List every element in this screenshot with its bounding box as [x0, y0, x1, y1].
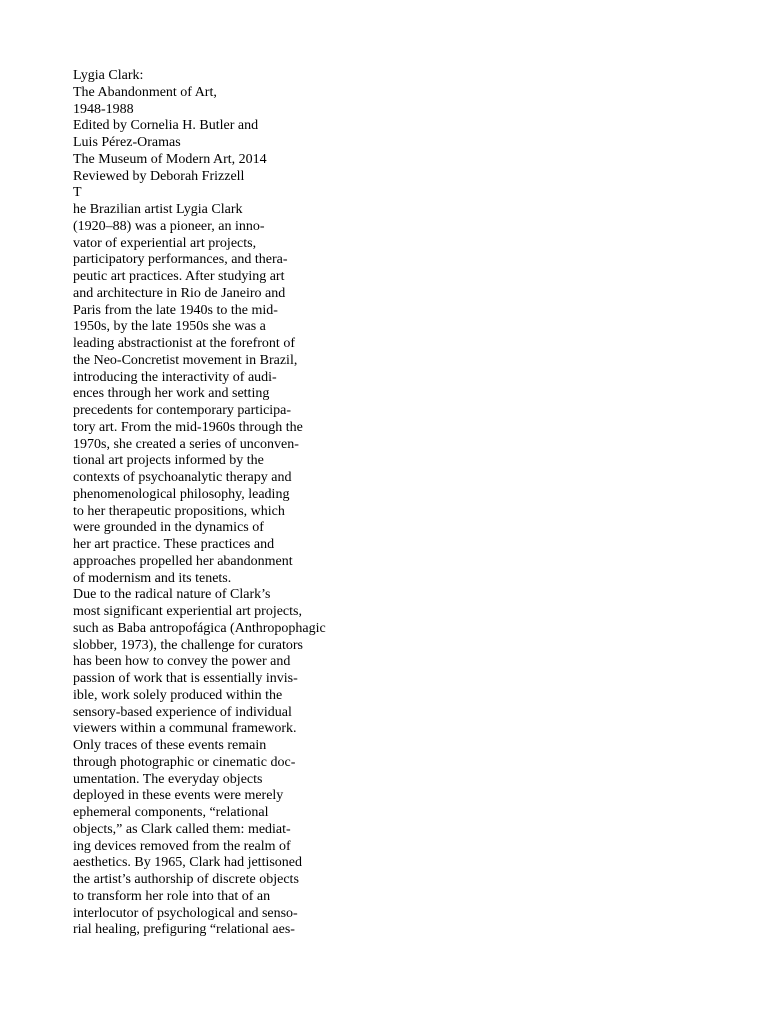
body-line: Due to the radical nature of Clark’s — [73, 587, 271, 603]
body-line: slobber, 1973), the challenge for curators — [73, 637, 303, 653]
body-line: tory art. From the mid-1960s through the — [73, 419, 303, 435]
drop-cap: T — [73, 185, 82, 201]
body-line: aesthetics. By 1965, Clark had jettisoned — [73, 855, 303, 871]
body-line: most significant experiential art projects, — [73, 604, 302, 619]
body-line: 1970s, she created a series of unconven- — [73, 436, 299, 452]
body-line: umentation. The everyday objects — [73, 771, 263, 787]
body-line: has been how to convey the power and — [73, 654, 291, 670]
body-line: phenomenological philosophy, leading — [73, 486, 290, 502]
editors-line: Edited by Cornelia H. Butler and — [73, 118, 259, 134]
body-line: the artist’s authorship of discrete objects — [73, 872, 299, 887]
body-line: ephemeral components, “relational — [73, 805, 269, 820]
body-line: such as Baba antropofágica (Anthropophagic — [73, 620, 326, 636]
body-line: ible, work solely produced within the — [73, 687, 283, 703]
body-line: her art practice. These practices and — [73, 537, 275, 552]
document-page — [73, 68, 673, 939]
book-dates-line: 1948-1988 — [73, 101, 134, 117]
body-line: interlocutor of psychological and senso- — [73, 905, 298, 921]
body-line: the Neo-Concretist movement in Brazil, — [73, 352, 298, 368]
body-line: leading abstractionist at the forefront of — [73, 336, 295, 351]
body-line: he Brazilian artist Lygia Clark — [73, 202, 243, 217]
body-line: approaches propelled her abandonment — [73, 553, 293, 569]
body-line: rial healing, prefiguring “relational aes- — [73, 922, 295, 938]
body-line: ing devices removed from the realm of — [73, 838, 291, 854]
body-line: Only traces of these events remain — [73, 738, 267, 753]
body-line: vator of experiential art projects, — [73, 235, 257, 251]
book-title-line: Lygia Clark: — [73, 68, 144, 83]
body-line: participatory performances, and thera- — [73, 252, 288, 268]
body-line: peutic art practices. After studying art — [73, 269, 285, 284]
body-line: were grounded in the dynamics of — [73, 520, 264, 536]
body-line: to transform her role into that of an — [73, 888, 271, 904]
book-subtitle-line: The Abandonment of Art, — [73, 84, 217, 100]
body-line: viewers within a communal framework. — [73, 721, 297, 737]
body-line: of modernism and its tenets. — [73, 570, 232, 586]
body-line: and architecture in Rio de Janeiro and — [73, 285, 286, 301]
body-line: passion of work that is essentially invis- — [73, 671, 298, 686]
body-line: sensory-based experience of individual — [73, 704, 292, 720]
body-line: deployed in these events were merely — [73, 788, 284, 804]
body-line: precedents for contemporary participa- — [73, 403, 292, 418]
body-line: introducing the interactivity of audi- — [73, 369, 277, 385]
body-line: ences through her work and setting — [73, 386, 270, 402]
body-line: tional art projects informed by the — [73, 453, 264, 469]
review-body — [73, 202, 673, 939]
editors-line-continued: Luis Pérez-Oramas — [73, 135, 181, 150]
body-line: to her therapeutic propositions, which — [73, 503, 285, 519]
body-line: through photographic or cinematic doc- — [73, 754, 296, 770]
body-line: 1950s, by the late 1950s she was a — [73, 319, 266, 335]
publisher-line: The Museum of Modern Art, 2014 — [73, 151, 267, 167]
body-line: contexts of psychoanalytic therapy and — [73, 470, 292, 485]
body-line: (1920–88) was a pioneer, an inno- — [73, 218, 265, 234]
body-line: objects,” as Clark called them: mediat- — [73, 821, 291, 837]
reviewer-line: Reviewed by Deborah Frizzell — [73, 168, 245, 184]
body-line: Paris from the late 1940s to the mid- — [73, 302, 278, 318]
review-header — [73, 68, 673, 185]
